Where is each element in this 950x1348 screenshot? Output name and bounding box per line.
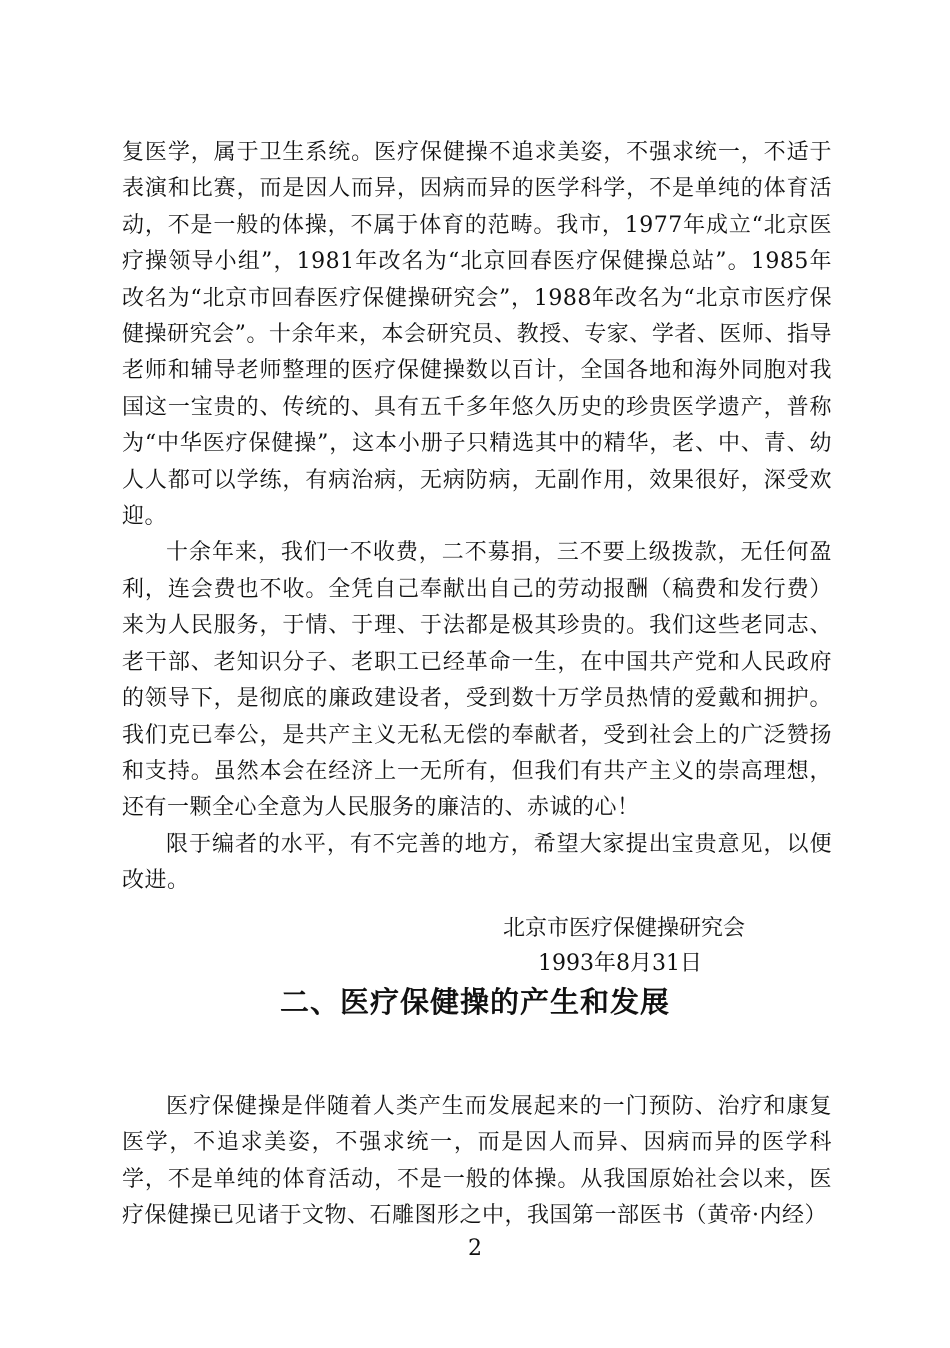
signature-date: 1993年8月31日 xyxy=(538,951,702,976)
paragraph: 限于编者的水平，有不完善的地方，希望大家提出宝贵意见，以便改进。 xyxy=(122,831,832,894)
section-heading: 二、医疗保健操的产生和发展 xyxy=(279,985,670,1019)
page-number: 2 xyxy=(468,1236,482,1261)
paragraph-continued: 复医学，属于卫生系统。医疗保健操不追求美姿，不强求统一，不适于表演和比赛，而是因人而异，因病而异的医学科学，不是单纯的体育活动，不是一般的体操，不属于体育的范畴。我市，1977年成立“北京医疗操领导小组”，1981年改名为“北京回春医疗保健操总站”。1985年改名为“北京市回春医疗保健操研究会”，1988年改名为“北京市医疗保健操研究会”。十余年来，本会研究员、教授、专家、学者、医师、指导老师和辅导老师整理的医疗保健操数以百计，全国各地和海外同胞对我国这一宝贵的、传统的、具有五千多年悠久历史的珍贵医学遗产，普称为“中华医疗保健操”，这本小册子只精选其中的精华，老、中、青、幼人人都可以学练，有病治病，无病防病，无副作用，效果很好，深受欢迎。 xyxy=(122,140,832,530)
body-text-top xyxy=(122,135,832,900)
paragraph: 十余年来，我们一不收费，二不募捐，三不要上级拨款，无任何盈利，连会费也不收。全凭自己奉献出自己的劳动报酬（稿费和发行费）来为人民服务，于情、于理、于法都是极其珍贵的。我们这些老同志、老干部、老知识分子、老职工已经革命一生，在中国共产党和人民政府的领导下，是彻底的廉政建设者，受到数十万学员热情的爱戴和拥护。我们克已奉公，是共产主义无私无偿的奉献者，受到社会上的广泛赞扬和支持。虽然本会在经济上一无所有，但我们有共产主义的崇高理想，还有一颗全心全意为人民服务的廉洁的、赤诚的心！ xyxy=(122,540,832,821)
body-text-bottom xyxy=(122,1089,832,1235)
paragraph: 医疗保健操是伴随着人类产生而发展起来的一门预防、治疗和康复医学，不追求美姿，不强求统一，而是因人而异、因病而异的医学科学，不是单纯的体育活动，不是一般的体操。从我国原始社会以来，医疗保健操已见诸于文物、石雕图形之中，我国第一部医书（黄帝·内经） xyxy=(122,1094,832,1229)
signature-organization: 北京市医疗保健操研究会 xyxy=(503,916,746,941)
